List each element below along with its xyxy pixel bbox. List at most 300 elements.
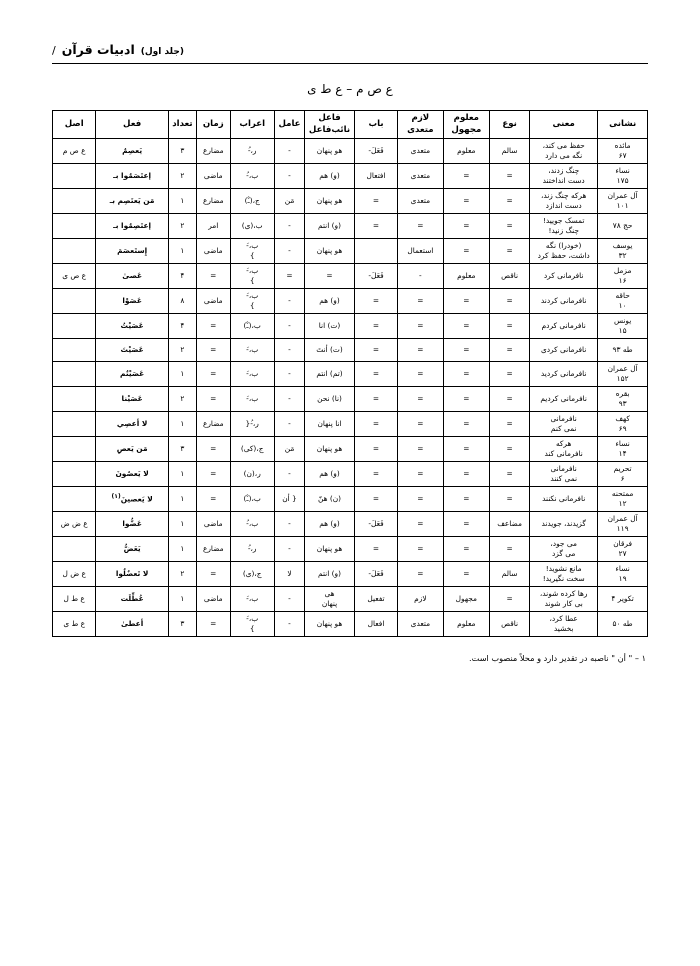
- cell-lazem-line1: استعمال: [407, 246, 434, 256]
- cell-zaman-line1: =: [210, 443, 217, 453]
- cell-neshani: [598, 338, 648, 361]
- cell-neshani-line1: بقره: [615, 388, 630, 398]
- cell-fel: [96, 338, 168, 361]
- cell-asl: [53, 511, 96, 536]
- cell-majhool: [443, 511, 490, 536]
- cell-majhool: [443, 289, 490, 314]
- cell-amel-line1: -: [288, 468, 291, 478]
- col-header-lazem-line1: لازم: [411, 113, 430, 123]
- cell-tedad-line1: ۱: [180, 368, 185, 378]
- cell-majhool: [443, 264, 490, 289]
- cell-neshani-line2: ۱۵۲: [616, 373, 629, 383]
- cell-asl-line1: ع ض ل: [62, 568, 86, 578]
- cell-bab: [354, 586, 397, 611]
- cell-tedad: [168, 586, 196, 611]
- cell-majhool: [443, 436, 490, 461]
- cell-bab: [354, 461, 397, 486]
- cell-tedad-line1: ۱: [180, 518, 185, 528]
- cell-noe: [490, 511, 530, 536]
- cell-bab-line1: =: [372, 493, 380, 503]
- cell-mani-line2: می گزد: [552, 548, 576, 558]
- cell-mani-line1: عطا کرد،: [549, 613, 578, 623]
- cell-bab-line1: افعال: [367, 618, 385, 628]
- cell-erab-line1: ر،-ُ{: [245, 418, 259, 428]
- cell-asl: [53, 361, 96, 386]
- cell-amel: [274, 486, 304, 511]
- cell-lazem-line1: متعدی: [410, 146, 431, 156]
- cell-amel-line1: -: [288, 518, 291, 528]
- cell-bab-line1: تفعیل: [367, 593, 385, 603]
- cell-mani: [530, 486, 598, 511]
- cell-neshani-line1: یونس: [613, 315, 632, 325]
- col-header-fael-line2: نائب‌فاعل: [308, 124, 351, 135]
- cell-majhool: [443, 164, 490, 189]
- table-row: [53, 511, 648, 536]
- cell-asl: [53, 436, 96, 461]
- cell-lazem-line1: =: [417, 368, 424, 378]
- table-row: [53, 189, 648, 214]
- cell-zaman: [196, 536, 230, 561]
- cell-neshani-line1: آل عمران: [607, 363, 638, 373]
- cell-mani-line1: نافرمانی کردند: [540, 295, 587, 305]
- cell-tedad: [168, 386, 196, 411]
- cell-noe-line1: =: [506, 418, 513, 428]
- cell-fael-line1: (و) انتم: [318, 568, 341, 578]
- cell-fel: [96, 361, 168, 386]
- cell-neshani: [598, 289, 648, 314]
- cell-zaman-line1: امر: [208, 221, 219, 231]
- cell-noe-line1: =: [506, 295, 513, 305]
- cell-noe: [490, 139, 530, 164]
- cell-amel-line1: -: [288, 221, 291, 231]
- cell-tedad: [168, 436, 196, 461]
- cell-noe-line1: =: [506, 171, 513, 181]
- cell-majhool: [443, 313, 490, 338]
- cell-erab-line1: ج،(ـْ): [244, 196, 260, 206]
- cell-lazem-line1: =: [417, 221, 424, 231]
- cell-zaman: [196, 611, 230, 636]
- cell-asl: [53, 214, 96, 239]
- cell-lazem: [398, 611, 443, 636]
- cell-neshani-line1: مزمل: [613, 266, 632, 276]
- cell-amel-line1: -: [288, 246, 291, 256]
- cell-mani: [530, 561, 598, 586]
- cell-zaman-line1: =: [210, 368, 217, 378]
- cell-lazem-line1: متعدی: [410, 171, 431, 181]
- table-row: [53, 536, 648, 561]
- cell-asl-line1: ع ط ل: [63, 593, 85, 603]
- cell-bab: [354, 139, 397, 164]
- cell-noe-line1: =: [506, 196, 513, 206]
- cell-mani: [530, 289, 598, 314]
- cell-erab: [230, 561, 274, 586]
- cell-neshani-line1: حج ۷۸: [612, 221, 633, 231]
- cell-amel: [274, 338, 304, 361]
- cell-zaman-line1: =: [210, 271, 217, 281]
- cell-bab-line1: =: [372, 468, 380, 478]
- cell-majhool-line1: =: [463, 568, 470, 578]
- cell-fel: [96, 164, 168, 189]
- cell-zaman: [196, 164, 230, 189]
- cell-noe-line1: =: [506, 443, 513, 453]
- cell-neshani: [598, 511, 648, 536]
- cell-mani-line2: داشت، حفظ کرد: [537, 251, 590, 261]
- cell-zaman: [196, 586, 230, 611]
- cell-fel-line1: لا یَعصُونَ: [115, 468, 149, 478]
- cell-majhool-line1: =: [463, 368, 470, 378]
- col-header-lazem: [398, 111, 443, 139]
- cell-bab-line1: فَعَلَ-: [368, 271, 384, 281]
- cell-bab-line1: =: [372, 393, 380, 403]
- cell-lazem: [398, 313, 443, 338]
- cell-bab: [354, 361, 397, 386]
- cell-lazem: [398, 338, 443, 361]
- cell-tedad-line1: ۲: [180, 171, 185, 181]
- cell-noe: [490, 486, 530, 511]
- cell-lazem: [398, 139, 443, 164]
- cell-lazem: [398, 486, 443, 511]
- cell-noe-line1: =: [506, 493, 513, 503]
- cell-tedad: [168, 411, 196, 436]
- cell-amel: [274, 411, 304, 436]
- cell-mani-line2: دست اندازد: [545, 201, 582, 211]
- cell-neshani-line1: مائده: [614, 141, 631, 151]
- cell-majhool: [443, 486, 490, 511]
- cell-mani-line2: چنگ زنید!: [548, 226, 579, 236]
- cell-fael: [305, 386, 355, 411]
- cell-fael-line1: انا پنهان: [317, 418, 342, 428]
- book-volume: (جلد اول): [140, 47, 184, 57]
- cell-noe-line1: ناقص: [501, 271, 519, 281]
- cell-fel: [96, 139, 168, 164]
- cell-noe: [490, 164, 530, 189]
- cell-neshani: [598, 239, 648, 264]
- cell-erab: [230, 361, 274, 386]
- cell-majhool: [443, 536, 490, 561]
- cell-amel: [274, 239, 304, 264]
- cell-asl: [53, 189, 96, 214]
- cell-erab-line2: }: [249, 623, 255, 633]
- cell-zaman-line1: ماضی: [203, 295, 223, 305]
- cell-fael-line1: هو پنهان: [316, 196, 343, 206]
- table-row: [53, 264, 648, 289]
- cell-tedad: [168, 511, 196, 536]
- cell-fael: [305, 139, 355, 164]
- cell-fael: [305, 586, 355, 611]
- cell-lazem-line1: =: [417, 295, 424, 305]
- cell-lazem-line1: =: [417, 393, 424, 403]
- cell-noe-line1: سالم: [501, 146, 518, 156]
- cell-fel-line1: عَصَیْتُم: [120, 368, 145, 378]
- cell-lazem: [398, 461, 443, 486]
- cell-majhool: [443, 239, 490, 264]
- cell-amel-line1: -: [288, 618, 291, 628]
- cell-bab: [354, 611, 397, 636]
- col-header-fael-line1: فاعل: [318, 113, 341, 123]
- cell-majhool-line1: =: [463, 418, 470, 428]
- cell-mani-line1: نافرمانی کرد: [543, 271, 584, 281]
- cell-tedad-line1: ۱: [180, 593, 185, 603]
- cell-mani-line2: نگه می دارد: [545, 151, 583, 161]
- cell-neshani: [598, 139, 648, 164]
- cell-neshani-line2: ۹۳: [618, 398, 627, 408]
- cell-tedad: [168, 536, 196, 561]
- cell-zaman: [196, 511, 230, 536]
- cell-fel: [96, 486, 168, 511]
- cell-noe: [490, 411, 530, 436]
- cell-noe: [490, 214, 530, 239]
- cell-zaman: [196, 338, 230, 361]
- col-header-asl: اصل: [53, 111, 96, 139]
- footnote: ۱ – " أن " ناصبه در تقدیر دارد و محلاً منصوب است.: [469, 652, 646, 663]
- cell-tedad-line1: ۱: [180, 196, 185, 206]
- cell-neshani-line1: ممتحنه: [611, 488, 634, 498]
- cell-majhool: [443, 139, 490, 164]
- cell-neshani-line2: ۱۹: [618, 573, 627, 583]
- cell-majhool: [443, 361, 490, 386]
- cell-fel: [96, 586, 168, 611]
- cell-erab: [230, 436, 274, 461]
- col-header-lazem-line2: متعدی: [407, 124, 434, 135]
- cell-bab-line1: =: [372, 443, 380, 453]
- cell-amel: [274, 536, 304, 561]
- cell-erab: [230, 511, 274, 536]
- cell-fel-line1: عَصَیْتُ: [120, 320, 144, 330]
- cell-fel: [96, 264, 168, 289]
- cell-amel-line1: -: [288, 320, 291, 330]
- cell-fael-line1: (نا) نحن: [317, 393, 342, 403]
- cell-amel: [274, 586, 304, 611]
- col-header-majhool-line2: مجهول: [451, 124, 482, 135]
- cell-fel-line1: إعتَصَمُوا بـ: [113, 171, 152, 181]
- col-header-majhool-line1: معلوم: [453, 113, 480, 123]
- cell-neshani-line1: تکویر ۴: [611, 593, 634, 603]
- cell-zaman: [196, 264, 230, 289]
- cell-bab: [354, 214, 397, 239]
- cell-tedad: [168, 264, 196, 289]
- cell-noe-line1: مضاعف: [497, 518, 522, 528]
- cell-asl: [53, 611, 96, 636]
- cell-tedad-line1: ۲: [180, 393, 185, 403]
- cell-neshani: [598, 386, 648, 411]
- cell-neshani-line2: ۱۶: [618, 276, 627, 286]
- cell-fael: [305, 511, 355, 536]
- cell-neshani-line2: ۶۹: [618, 423, 627, 433]
- cell-mani: [530, 411, 598, 436]
- cell-mani-line1: نافرمانی نکنند: [542, 493, 586, 503]
- cell-amel-line1: -: [288, 418, 291, 428]
- cell-amel-line1: -: [288, 344, 291, 354]
- cell-bab: [354, 386, 397, 411]
- cell-erab-line2: }: [249, 276, 255, 286]
- cell-majhool: [443, 586, 490, 611]
- cell-tedad-line1: ۱: [180, 493, 185, 503]
- cell-bab: [354, 239, 397, 264]
- cell-amel-line1: مَن: [284, 443, 295, 453]
- cell-bab-line1: =: [372, 418, 380, 428]
- header-slash: /: [52, 44, 56, 57]
- cell-amel-line1: -: [288, 368, 291, 378]
- cell-neshani-line2: ۱۴: [618, 448, 627, 458]
- cell-zaman-line1: ماضی: [203, 171, 223, 181]
- cell-majhool-line1: =: [463, 493, 470, 503]
- cell-asl: [53, 536, 96, 561]
- cell-lazem-line1: متعدی: [410, 618, 431, 628]
- cell-lazem: [398, 214, 443, 239]
- cell-fael: [305, 338, 355, 361]
- cell-fael: [305, 411, 355, 436]
- cell-noe-line1: =: [506, 344, 513, 354]
- cell-neshani-line2: ۳۲: [618, 251, 627, 261]
- cell-zaman: [196, 139, 230, 164]
- cell-lazem: [398, 411, 443, 436]
- cell-lazem-line1: =: [417, 493, 424, 503]
- cell-mani-line1: تمسک جویید!: [542, 216, 585, 226]
- cell-noe-line1: =: [506, 593, 513, 603]
- cell-mani-line1: هرکه چنگ زند،: [540, 191, 587, 201]
- cell-fael-line1: (ت) أنتَ: [316, 344, 343, 354]
- cell-erab: [230, 486, 274, 511]
- cell-bab: [354, 313, 397, 338]
- cell-neshani: [598, 361, 648, 386]
- cell-bab-line1: =: [372, 368, 380, 378]
- cell-lazem: [398, 511, 443, 536]
- cell-neshani-line1: طه ۵۰: [612, 618, 633, 628]
- cell-fel-line1: لا تَعضُلُوا: [115, 568, 149, 578]
- cell-fael-line1: (و) هم: [319, 295, 340, 305]
- cell-bab-line1: فَعَلَ-: [368, 568, 384, 578]
- cell-tedad: [168, 239, 196, 264]
- cell-erab-line2: }: [249, 251, 255, 261]
- cell-mani-line1: گزیدند، جویدند: [541, 518, 586, 528]
- cell-fael: [305, 214, 355, 239]
- cell-mani-line2: نافرمانی کند: [544, 448, 583, 458]
- cell-noe-line1: =: [506, 368, 513, 378]
- cell-tedad-line1: ۱: [180, 468, 185, 478]
- cell-fel-line1: لا یَعصینَ: [120, 494, 153, 504]
- cell-asl: [53, 386, 96, 411]
- cell-erab: [230, 289, 274, 314]
- cell-zaman: [196, 289, 230, 314]
- cell-mani-line1: حفظ می کند،: [542, 141, 585, 151]
- cell-bab-line1: =: [372, 295, 380, 305]
- cell-erab-line2: }: [249, 300, 255, 310]
- cell-tedad-line1: ۳: [180, 146, 185, 156]
- cell-bab-line1: فَعَلَ-: [368, 518, 384, 528]
- cell-amel-line1: مَن: [284, 196, 295, 206]
- cell-asl-line1: ع ض ض: [60, 518, 88, 528]
- cell-erab-line1: ب،(ی): [241, 221, 263, 231]
- cell-zaman: [196, 361, 230, 386]
- page-header: [52, 42, 648, 64]
- cell-erab: [230, 411, 274, 436]
- cell-lazem: [398, 586, 443, 611]
- cell-amel-line1: =: [286, 271, 293, 281]
- cell-amel: [274, 561, 304, 586]
- col-header-neshani: نشانی: [598, 111, 648, 139]
- cell-lazem: [398, 289, 443, 314]
- cell-tedad: [168, 189, 196, 214]
- cell-noe: [490, 436, 530, 461]
- cell-mani: [530, 586, 598, 611]
- cell-lazem-line1: =: [417, 320, 424, 330]
- cell-lazem-line1: =: [417, 468, 424, 478]
- cell-neshani: [598, 611, 648, 636]
- cell-bab: [354, 561, 397, 586]
- cell-erab-line1: ب،-ُ: [246, 518, 259, 528]
- cell-noe-line1: =: [506, 393, 513, 403]
- cell-amel: [274, 264, 304, 289]
- cell-majhool-line1: =: [463, 393, 470, 403]
- cell-amel-line1: -: [288, 295, 291, 305]
- cell-erab-line1: ج،(کی): [240, 443, 264, 453]
- cell-lazem-line1: =: [417, 344, 424, 354]
- cell-neshani: [598, 586, 648, 611]
- cell-tedad-line1: ۲: [180, 221, 185, 231]
- cell-zaman-line1: ماضی: [203, 246, 223, 256]
- cell-mani-line1: (خودرا) نگه: [545, 241, 582, 251]
- cell-erab-line1: ر،(ن): [243, 468, 261, 478]
- cell-zaman: [196, 411, 230, 436]
- cell-zaman-line1: =: [210, 393, 217, 403]
- cell-lazem: [398, 561, 443, 586]
- cell-neshani: [598, 561, 648, 586]
- cell-fael-line1: هو پنهان: [316, 543, 343, 553]
- section-title: ع ص م – ع ط ی: [307, 82, 393, 96]
- cell-neshani-line1: طه ۹۳: [612, 344, 633, 354]
- cell-fael-line1: هو پنهان: [316, 443, 343, 453]
- cell-neshani: [598, 411, 648, 436]
- col-header-majhool: [443, 111, 490, 139]
- cell-erab-line1: ر،-ُ: [247, 146, 257, 156]
- cell-majhool: [443, 411, 490, 436]
- cell-mani-line2: دست انداختند: [542, 176, 585, 186]
- cell-bab: [354, 264, 397, 289]
- cell-fael-line1: (و) هم: [319, 171, 340, 181]
- cell-fael-line1: هو پنهان: [316, 246, 343, 256]
- cell-fel-line1: مَن یَعصِ: [116, 443, 148, 453]
- cell-fel-line1: یَعصِمُ: [122, 146, 143, 156]
- cell-neshani: [598, 461, 648, 486]
- cell-fel-line1: أعطیٰ: [120, 618, 144, 628]
- cell-lazem-line1: -: [419, 271, 422, 281]
- cell-lazem: [398, 189, 443, 214]
- cell-noe: [490, 561, 530, 586]
- cell-zaman-line1: =: [210, 320, 217, 330]
- cell-zaman-line1: مضارع: [202, 543, 224, 553]
- cell-mani: [530, 361, 598, 386]
- cell-fael: [305, 461, 355, 486]
- cell-fael-line1: هو پنهان: [316, 618, 343, 628]
- cell-erab: [230, 461, 274, 486]
- cell-lazem: [398, 436, 443, 461]
- cell-fael-line1: (و) انتم: [318, 221, 341, 231]
- cell-zaman: [196, 561, 230, 586]
- cell-tedad-line1: ۲: [180, 568, 185, 578]
- cell-neshani: [598, 189, 648, 214]
- cell-tedad-line1: ۱: [180, 418, 185, 428]
- cell-fel-line1: إِستَعصَمَ: [117, 246, 148, 256]
- cell-amel-line1: -: [288, 393, 291, 403]
- cell-noe: [490, 189, 530, 214]
- cell-fel: [96, 561, 168, 586]
- cell-tedad: [168, 611, 196, 636]
- cell-neshani-line1: آل عمران: [607, 191, 638, 201]
- cell-mani-line1: نافرمانی کردیم: [540, 393, 587, 403]
- cell-tedad: [168, 461, 196, 486]
- cell-neshani-line1: فرقان: [613, 538, 633, 548]
- cell-fael: [305, 313, 355, 338]
